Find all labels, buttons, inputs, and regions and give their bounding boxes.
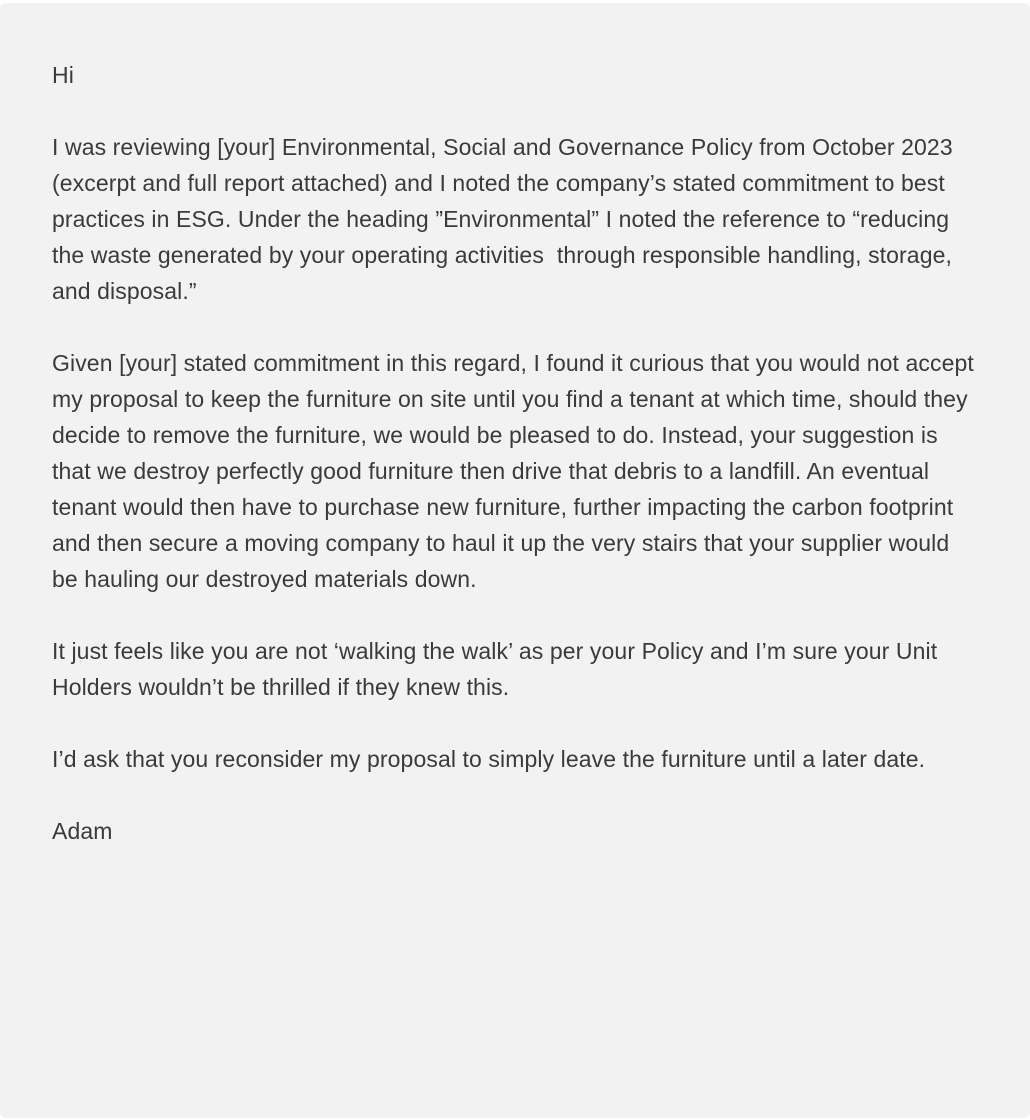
greeting: Hi xyxy=(52,62,74,88)
paragraph-walking-the-walk: It just feels like you are not ‘walking the walk’ as per your Policy and I’m sure your Unit Holders wouldn’t be thrilled if they knew this. xyxy=(52,638,944,700)
paragraph-request: I’d ask that you reconsider my proposal to simply leave the furniture until a later date. xyxy=(52,746,926,772)
paragraph-policy-review: I was reviewing [your] Environmental, Social and Governance Policy from October 2023 (excerpt and full report attached) and I noted the company’s stated commitment to best practices in ESG. Under the heading ”Environmental” I noted the reference to “reducing the waste generated by your operating activities through responsible handling, storage, and disposal.” xyxy=(52,134,960,304)
message-card xyxy=(0,3,1030,1118)
signature: Adam xyxy=(52,818,113,844)
paragraph-proposal: Given [your] stated commitment in this regard, I found it curious that you would not accept my proposal to keep the furniture on site until you find a tenant at which time, should they decide to remove the furniture, we would be pleased to do. Instead, your suggestion is that we destroy perfectly good furniture then drive that debris to a landfill. An eventual tenant would then have to purchase new furniture, further impacting the carbon footprint and then secure a moving company to haul it up the very stairs that your supplier would be hauling our destroyed materials down. xyxy=(52,350,981,592)
